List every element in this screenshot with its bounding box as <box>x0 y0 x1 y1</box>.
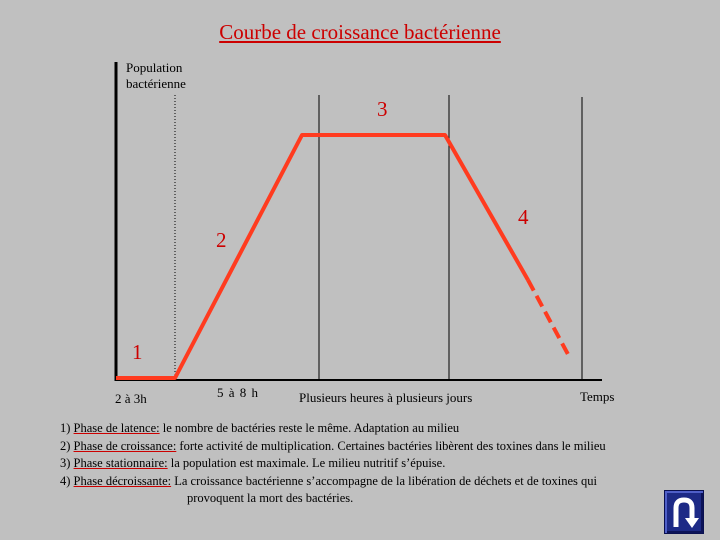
y-axis-label-line-1: Population <box>126 60 183 75</box>
legend-item-4 <box>60 473 710 491</box>
x-axis-label: Temps <box>580 389 615 404</box>
phase-legend <box>60 420 710 508</box>
time-label-croissance: 5 à 8 h <box>217 385 260 400</box>
phase-number-2: 2 <box>216 228 227 252</box>
legend-phase-name: Phase de croissance: <box>73 438 177 453</box>
legend-item-1 <box>60 420 710 438</box>
legend-phase-name: Phase stationnaire: <box>73 456 168 470</box>
phase-number-1: 1 <box>132 340 143 364</box>
diagram-title: Courbe de croissance bactérienne <box>219 20 501 44</box>
legend-phase-name: Phase de latence: <box>73 421 160 435</box>
legend-description: le nombre de bactéries reste le même. Adaptation au milieu <box>159 421 460 435</box>
back-button[interactable] <box>664 490 704 534</box>
legend-phase-name: Phase décroissante: <box>73 473 172 488</box>
u-turn-arrow-icon <box>665 491 703 533</box>
legend-prefix: 2) <box>60 438 71 453</box>
legend-item-3 <box>60 455 710 473</box>
legend-prefix: 4) <box>60 473 71 488</box>
phase-number-4: 4 <box>518 205 529 229</box>
growth-curve <box>116 135 528 378</box>
y-axis-label-line-2: bactérienne <box>126 76 186 91</box>
legend-item-4-continuation: provoquent la mort des bactéries. <box>187 491 354 505</box>
legend-description: La croissance bactérienne s’accompagne de la libération de déchets et de toxines qui <box>171 473 597 488</box>
phase-number-3: 3 <box>377 97 388 121</box>
legend-prefix: 3) <box>60 456 71 470</box>
decline-dashed-segment <box>528 280 570 358</box>
legend-item-2 <box>60 438 710 456</box>
time-label-stationnaire: Plusieurs heures à plusieurs jours <box>299 390 473 405</box>
legend-prefix: 1) <box>60 421 71 435</box>
time-label-latence: 2 à 3h <box>115 391 147 406</box>
legend-description: forte activité de multiplication. Certaines bactéries libèrent des toxines dans le milieu <box>176 438 606 453</box>
legend-description: la population est maximale. Le milieu nutritif s’épuise. <box>167 456 446 470</box>
